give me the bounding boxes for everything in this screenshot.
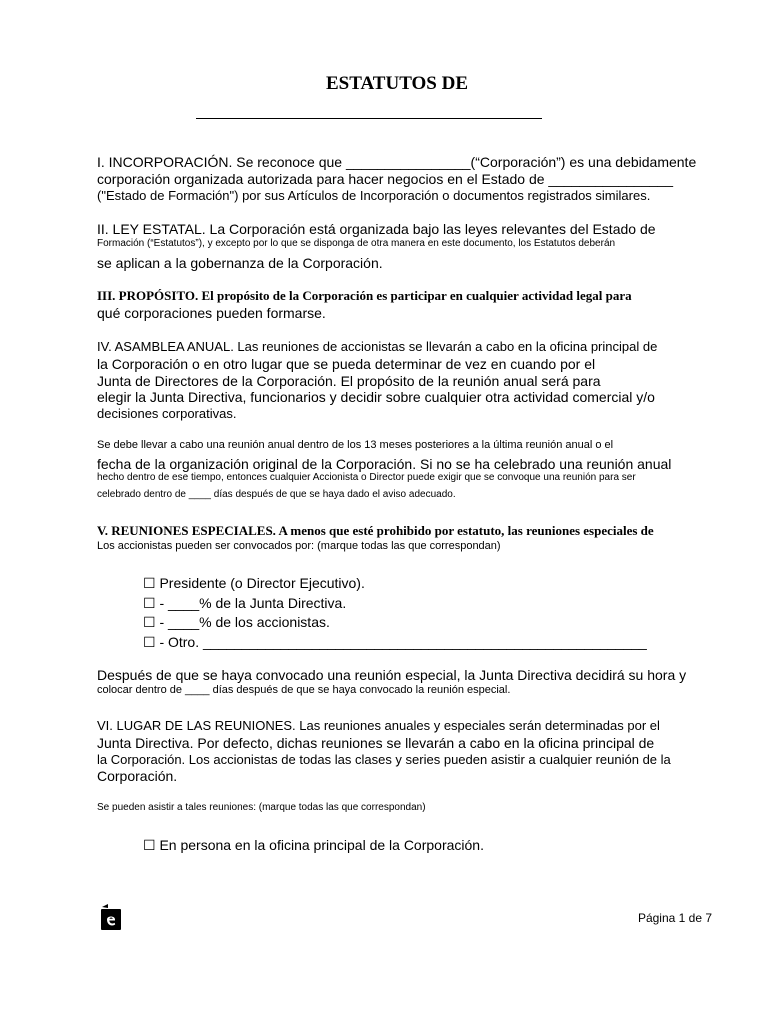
asamblea-line-4: elegir la Junta Directiva, funcionarios y decidir sobre cualquier otra actividad comercial y/o [97, 389, 655, 405]
especiales-option-junta[interactable]: ☐ - ____% de la Junta Directiva. [143, 595, 347, 611]
asamblea-2-line-2: fecha de la organización original de la Corporación. Si no se ha celebrado una reunión anual [97, 456, 672, 472]
ley-estatal-line-2: Formación (“Estatutos”), y excepto por lo que se disponga de otra manera en este documento, los Estatutos deberán [97, 238, 616, 249]
asamblea-2-line-4: celebrado dentro de ____ días después de que se haya dado el aviso adecuado. [97, 489, 456, 500]
lugar-option-en-persona[interactable]: ☐ En persona en la oficina principal de la Corporación. [143, 837, 484, 853]
asamblea-line-1: IV. ASAMBLEA ANUAL. Las reuniones de accionistas se llevarán a cabo en la oficina principal de [97, 339, 658, 354]
especiales-2-line-1: Después de que se haya convocado una reunión especial, la Junta Directiva decidirá su hora y [97, 667, 687, 683]
incorporacion-line-1: I. INCORPORACIÓN. Se reconoce que ________________(“Corporación”) es una debidamente [97, 154, 697, 170]
title-blank-line [196, 118, 542, 119]
incorporacion-line-2: corporación organizada autorizada para hacer negocios en el Estado de ________________ [97, 171, 673, 187]
incorporacion-line-3: ("Estado de Formación") por sus Artículos de Incorporación o documentos registrados similares. [97, 188, 651, 203]
lugar-line-1: VI. LUGAR DE LAS REUNIONES. Las reuniones anuales y especiales serán determinadas por el [97, 718, 660, 733]
especiales-line-1: V. REUNIONES ESPECIALES. A menos que esté prohibido por estatuto, las reuniones especiales de [97, 523, 654, 538]
lugar-line-4: Corporación. [97, 768, 178, 784]
lugar-line-3: la Corporación. Los accionistas de todas las clases y series pueden asistir a cualquier reunión de la [97, 752, 671, 767]
especiales-2-line-2: colocar dentro de ____ días después de que se haya convocado la reunión especial. [97, 684, 511, 696]
especiales-line-2: Los accionistas pueden ser convocados por: (marque todas las que correspondan) [97, 540, 501, 552]
proposito-line-2: qué corporaciones pueden formarse. [97, 305, 326, 321]
asamblea-line-2: la Corporación o en otro lugar que se pueda determinar de vez en cuando por el [97, 356, 596, 372]
ley-estatal-line-1: II. LEY ESTATAL. La Corporación está organizada bajo las leyes relevantes del Estado de [97, 221, 656, 237]
eforms-logo-icon [101, 903, 121, 935]
page-number: Página 1 de 7 [637, 911, 712, 925]
proposito-line-1: III. PROPÓSITO. El propósito de la Corporación es participar en cualquier actividad legal para [97, 288, 632, 303]
asamblea-2-line-3: hecho dentro de ese tiempo, entonces cualquier Accionista o Director puede exigir que se convoque una reunión para ser [97, 472, 636, 483]
especiales-option-presidente[interactable]: ☐ Presidente (o Director Ejecutivo). [143, 575, 365, 591]
lugar-line-2: Junta Directiva. Por defecto, dichas reuniones se llevarán a cabo en la oficina principal de [97, 735, 655, 751]
ley-estatal-line-3: se aplican a la gobernanza de la Corporación. [97, 255, 383, 271]
especiales-option-accionistas[interactable]: ☐ - ____% de los accionistas. [143, 614, 330, 630]
especiales-option-otro[interactable]: ☐ - Otro. _________________________________________________________ [143, 634, 647, 650]
lugar-2-line: Se pueden asistir a tales reuniones: (marque todas las que correspondan) [97, 802, 426, 813]
asamblea-line-5: decisiones corporativas. [97, 406, 237, 421]
asamblea-2-line-1: Se debe llevar a cabo una reunión anual dentro de los 13 meses posteriores a la última reunión anual o el [97, 439, 614, 451]
document-title: ESTATUTOS DE [325, 73, 469, 94]
asamblea-line-3: Junta de Directores de la Corporación. El propósito de la reunión anual será para [97, 373, 601, 389]
